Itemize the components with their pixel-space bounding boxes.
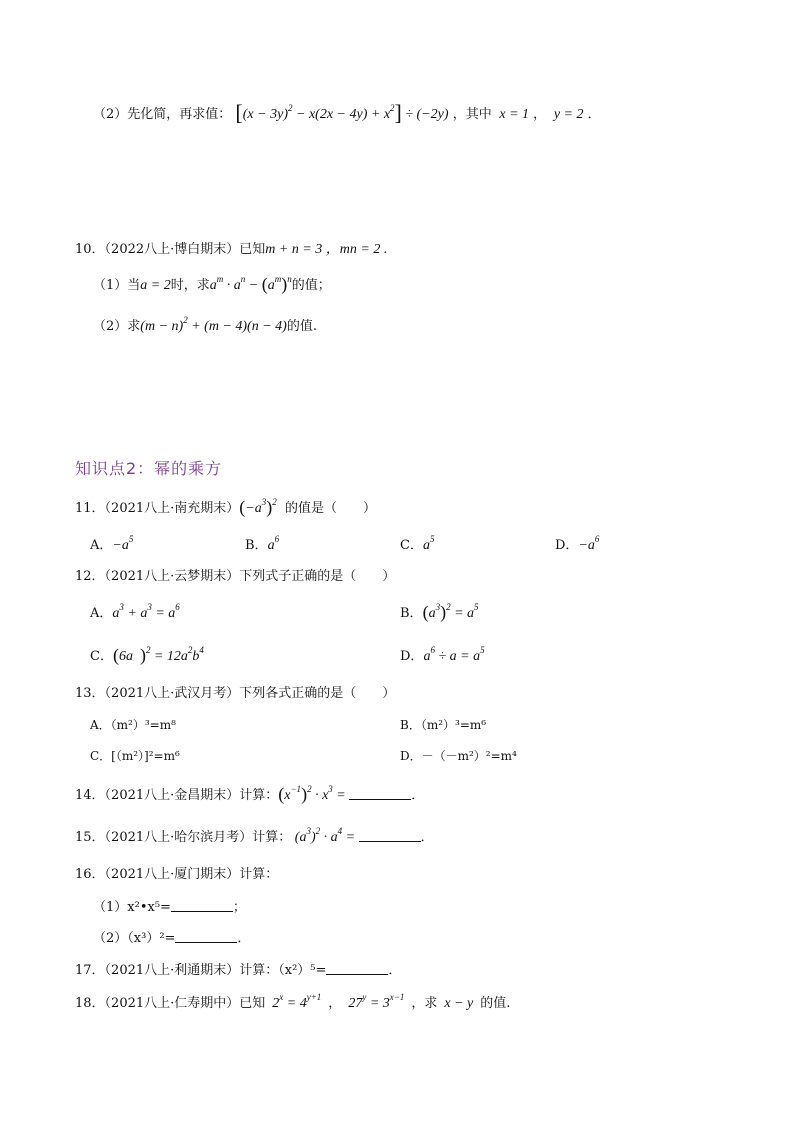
q11-option-a-label: A．: [90, 538, 113, 553]
q17-head-text: 17．（2021八上·利通期末）计算：（x²）⁵=: [75, 963, 327, 978]
q14-head-text: 14．（2021八上·金昌期末）计算：: [75, 788, 279, 803]
q12-option-d-expr: $a^6 \div a = a^5$: [423, 645, 485, 664]
q10-part1-expression: $a^m \cdot a^n - (a^m)^n$: [209, 274, 292, 294]
q10-part1-end: 的值；: [291, 278, 331, 293]
q11-option-a-expr: $-a^5$: [112, 534, 134, 553]
q14-expression: $(x^{-1})^2 \cdot x^3$ =: [278, 784, 350, 804]
q16-part2-blank[interactable]: [175, 930, 237, 943]
q11-option-b[interactable]: [245, 534, 280, 555]
q10-part1: [93, 274, 331, 295]
q12-option-b[interactable]: [400, 602, 479, 623]
q18-eq2: $27^y = 3^{x-1}$: [341, 992, 405, 1011]
q11-header: [75, 497, 376, 518]
q17-answer-blank[interactable]: [326, 962, 388, 975]
q18-eq1: $2^x = 4^{y+1}$: [265, 992, 322, 1011]
q17: [75, 962, 401, 980]
q11-expression: $(-a^3)^2$: [239, 497, 277, 517]
q14: [75, 784, 425, 805]
q9-part2-label: （2）先化简，再求值：: [93, 107, 232, 122]
q10-head-text: 10．（2022八上·博白期末）已知: [75, 242, 266, 257]
q12-header: 12．（2021八上·云梦期末）下列式子正确的是（ ）: [75, 569, 396, 584]
q16-header: 16．（2021八上·厦门期末）计算：: [75, 867, 279, 882]
q10-part2-end: 的值.: [286, 319, 317, 334]
q16-part1: [93, 899, 246, 917]
q13-option-b[interactable]: B．（m²）³=m⁶: [400, 718, 487, 732]
q9-separator: ，: [533, 107, 547, 122]
q11-option-c[interactable]: [400, 534, 435, 555]
q10-part1-mid: 时，求: [170, 278, 210, 293]
q9-expression: $[(x - 3y)^2 - x(2x - 4y) + x^2] \div (-2y)$: [235, 100, 449, 125]
q12-option-b-label: B．: [400, 606, 423, 621]
q9-condition-label: ，其中: [452, 107, 492, 122]
q18-separator: ，: [328, 996, 342, 1011]
q16-part2-end: ．: [237, 931, 251, 946]
q15-expression: $(a^3)^2 \cdot a^4$ =: [291, 826, 359, 845]
q13-option-d[interactable]: D．－（－m²）²=m⁴: [400, 749, 517, 763]
q11-option-b-label: B．: [245, 538, 268, 553]
q11-tail: 的值是（ ）: [284, 501, 376, 516]
q12-option-c-expr: (6a )$^2 = 12a^2b^4$: [112, 645, 204, 665]
q16-part1-text: （1）x²•x⁵=: [93, 900, 171, 915]
q18: [75, 992, 511, 1013]
q12-option-a-expr: $a^3 + a^3 = a^6$: [112, 602, 180, 621]
q11-head-text: 11．（2021八上·南充期末）: [75, 501, 240, 516]
q11-option-c-label: C．: [400, 538, 423, 553]
q9-x-value: x = 1: [499, 107, 530, 122]
q12-option-c[interactable]: [90, 645, 204, 666]
q16-part2: [93, 930, 250, 948]
q16-part1-end: ；: [232, 900, 246, 915]
q13-option-c[interactable]: C．[（m²）]²=m⁶: [90, 749, 180, 763]
q10-header: [75, 241, 387, 259]
q10-part2-label: （2）求: [93, 319, 141, 334]
q9-end: ．: [587, 107, 601, 122]
q18-mid: ，求: [411, 996, 438, 1011]
q15-head-text: 15．（2021八上·哈尔滨月考）计算：: [75, 830, 292, 845]
q11-option-d-expr: $-a^6$: [578, 534, 600, 553]
q12-option-b-expr: $(a^3)^2 = a^5$: [422, 602, 479, 622]
q12-option-a-label: A．: [90, 606, 113, 621]
q11-option-c-expr: $a^5$: [422, 534, 435, 553]
q10-part2-expression: $(m - n)^2 + (m - 4)(n - 4)$: [140, 315, 287, 334]
q13-option-a[interactable]: A．（m²）³=m⁸: [90, 718, 176, 732]
q12-option-c-label: C．: [90, 649, 113, 664]
q12-option-a[interactable]: [90, 602, 180, 623]
q10-a-value: a = 2: [140, 278, 171, 293]
q15-end: ．: [420, 830, 434, 845]
q18-head-text: 18．（2021八上·仁寿期中）已知: [75, 996, 266, 1011]
q16-part1-blank[interactable]: [171, 899, 233, 912]
q14-end: ．: [411, 788, 425, 803]
q12-option-d-label: D．: [400, 649, 424, 664]
q17-end: ．: [388, 963, 402, 978]
q16-part2-text: （2）（x³）²=: [93, 931, 176, 946]
q11-option-a[interactable]: [90, 534, 134, 555]
q9-y-value: y = 2: [553, 107, 584, 122]
q13-header: 13．（2021八上·武汉月考）下列各式正确的是（ ）: [75, 686, 396, 701]
q11-option-b-expr: $a^6$: [267, 534, 280, 553]
q18-end: 的值.: [480, 996, 511, 1011]
q10-conditions: m + n = 3 ，mn = 2 .: [265, 242, 388, 257]
q14-answer-blank[interactable]: [349, 787, 411, 800]
q18-target: x − y: [444, 996, 474, 1011]
q15: [75, 826, 434, 847]
q11-option-d-label: D．: [555, 538, 579, 553]
section-heading: 知识点2：幂的乘方: [75, 459, 223, 478]
q10-part1-label: （1）当: [93, 278, 141, 293]
q12-option-d[interactable]: [400, 645, 485, 666]
q10-part2: [93, 315, 317, 336]
q11-option-d[interactable]: [555, 534, 600, 555]
q15-answer-blank[interactable]: [359, 829, 421, 842]
q9-part2: [93, 100, 601, 125]
